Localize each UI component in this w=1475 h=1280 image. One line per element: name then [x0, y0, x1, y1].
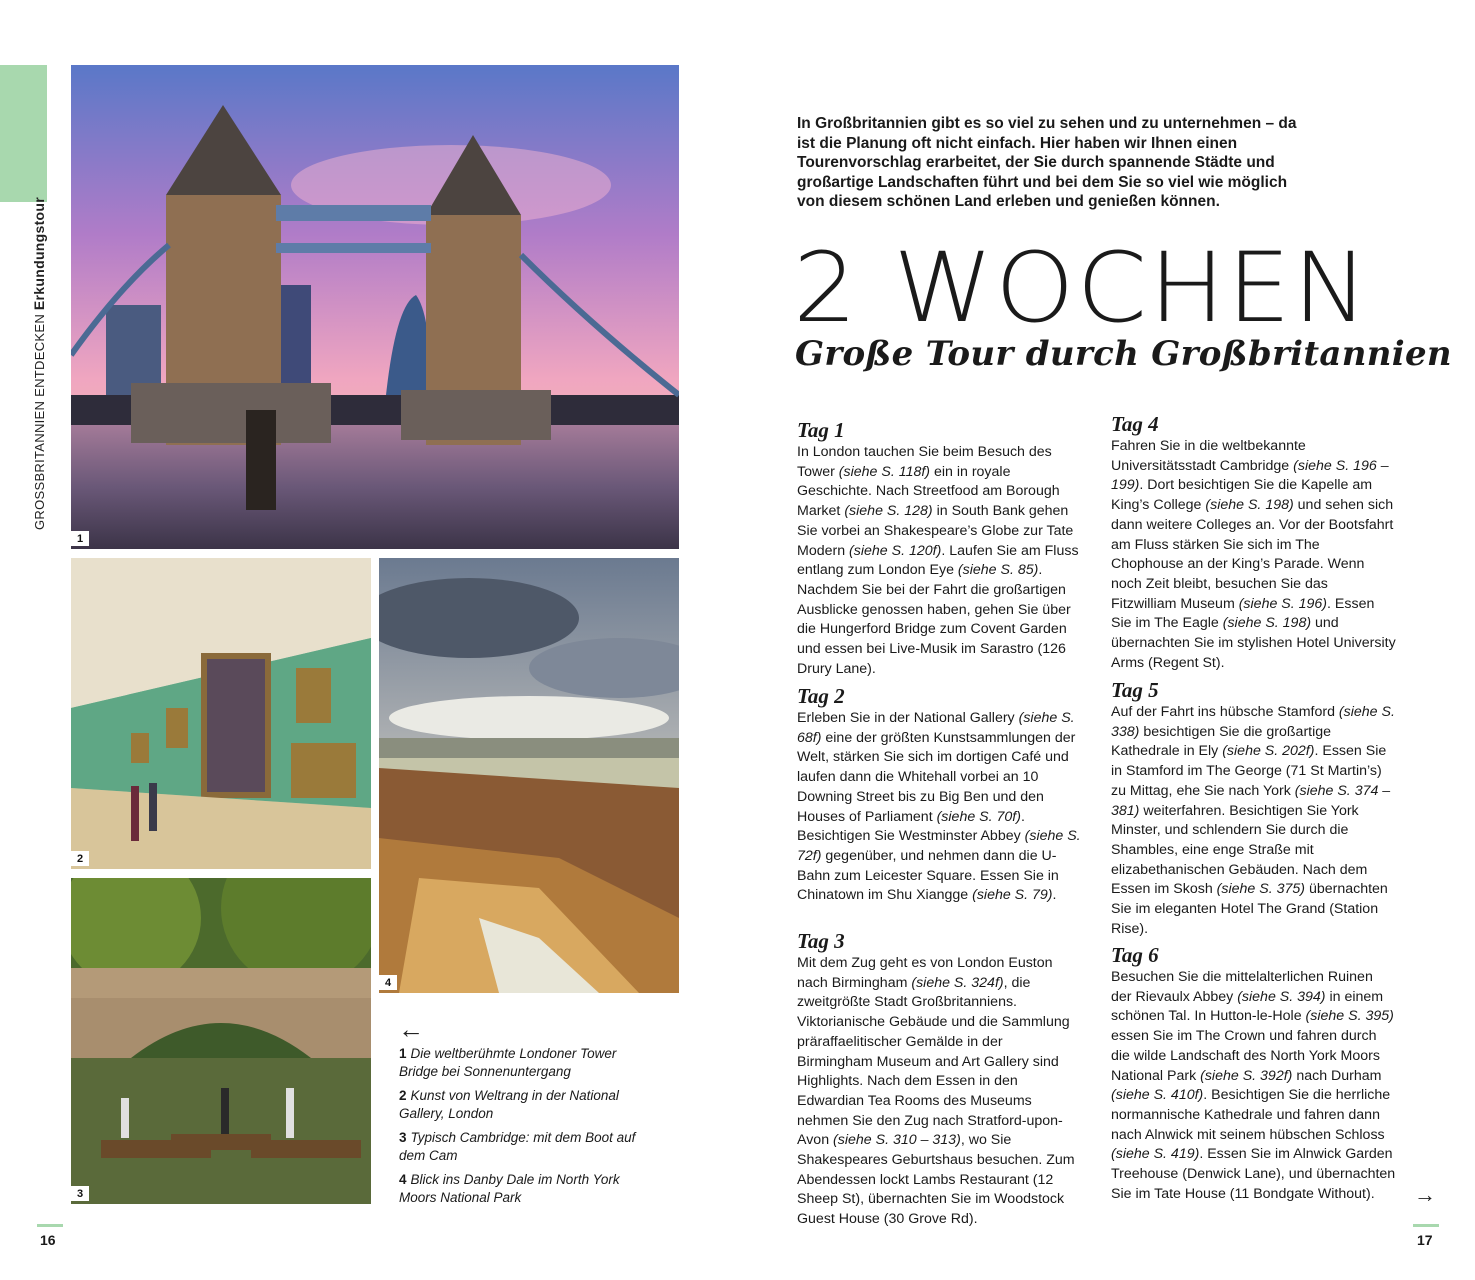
day-text: Auf der Fahrt ins hübsche Stamford (siehe S. 338) besichtigen Sie die großartige Kathedrale in Ely (siehe S. 202f). Essen Sie in Stamford im The George (71 St Martin’s) zu Mittag, ehe Sie nach York (siehe S. 374 – 381) weiterfahren. Besichtigen Sie York Minster, und schlendern Sie durch die Shambles, eine enge Straße mit elizabethanischen Gebäuden. Nach dem Essen im Skosh (siehe S. 375) übernachten Sie im eleganten Hotel The Grand (Station Rise). [1111, 704, 1395, 937]
day-text: In London tauchen Sie beim Besuch des Tower (siehe S. 118f) ein in royale Geschichte. Nach Streetfood am Borough Market (siehe S. 128) in South Bank gehen Sie vorbei an Shakespeare’s Globe zur Tate Modern (siehe S. 120f). Laufen Sie am Fluss entlang zum London Eye (siehe S. 85). Nachdem Sie bei der Fahrt die großartigen Ausblicke genossen haben, gehen Sie über die Hungerford Bridge zum Covent Garden und essen bei Live-Musik im Sarastro (126 Drury Lane). [797, 444, 1079, 677]
day-title: Tag 5 [1111, 678, 1159, 702]
caption: 4 Blick ins Danby Dale im North York Moors National Park [399, 1172, 620, 1205]
national-gallery-photo [71, 558, 371, 869]
photo-captions [399, 1045, 649, 1213]
photo-number: 1 [71, 531, 89, 546]
day-title: Tag 3 [797, 929, 845, 953]
caption: 3 Typisch Cambridge: mit dem Boot auf dem Cam [399, 1130, 636, 1163]
photo-number: 3 [71, 1186, 89, 1201]
caption: 1 Die weltberühmte Londoner Tower Bridge bei Sonnenuntergang [399, 1046, 617, 1079]
photo-number: 2 [71, 851, 89, 866]
page-rule-right [1413, 1224, 1439, 1227]
section-label: GROSSBRITANNIEN ENTDECKEN Erkundungstour [31, 196, 47, 530]
day-text: Besuchen Sie die mittelalterlichen Ruinen der Rievaulx Abbey (siehe S. 394) in einem schönen Tal. In Hutton-le-Hole (siehe S. 395) essen Sie im The Crown und fahren durch die wilde Landschaft des North York Moors National Park (siehe S. 392f) nach Durham (siehe S. 410f). Besichtigen Sie die herrliche normannische Kathedrale und fahren dann nach Alnwick mit seinem hübschen Schloss (siehe S. 419). Essen Sie im Alnwick Garden Treehouse (Denwick Lane), und übernachten Sie im Tate House (11 Bondgate Without). [1111, 969, 1396, 1202]
tower-bridge-photo [71, 65, 679, 549]
day-title: Tag 1 [797, 418, 845, 442]
page-number-right: 17 [1417, 1232, 1433, 1248]
caption: 2 Kunst von Weltrang in der National Gallery, London [399, 1088, 619, 1121]
day-block [1111, 943, 1396, 1204]
day-title: Tag 2 [797, 684, 845, 708]
day-title: Tag 6 [1111, 943, 1159, 967]
day-text: Erleben Sie in der National Gallery (siehe S. 68f) eine der größten Kunstsammlungen der Welt, stärken Sie sich im dortigen Café und laufen dann die Whitehall vorbei an 10 Downing Street bis zu Big Ben und den Houses of Parliament (siehe S. 70f). Besichtigen Sie Westminster Abbey (siehe S. 72f) gegenüber, und nehmen dann die U-Bahn zum Leicester Square. Essen Sie in Chinatown im Shu Xiangge (siehe S. 79). [797, 710, 1081, 904]
intro-text: In Großbritannien gibt es so viel zu sehen und zu unternehmen – da ist die Planung oft nicht einfach. Hier haben wir Ihnen einen Tourenvorschlag erarbeitet, der Sie durch spannende Städte und großartige Landschaften führt und bei dem Sie so viel wie möglich von diesem schönen Land erleben und genießen können. [797, 115, 1297, 210]
page-number-left: 16 [40, 1232, 56, 1248]
arrow-left-icon[interactable]: ← [398, 1014, 424, 1044]
page-rule-left [37, 1224, 63, 1227]
day-block [1111, 412, 1396, 673]
day-title: Tag 4 [1111, 412, 1159, 436]
subtitle: Große Tour durch Großbritannien [795, 334, 1452, 374]
section-tab [0, 65, 47, 202]
photo-number: 4 [379, 975, 397, 990]
day-block [797, 418, 1082, 679]
day-text: Fahren Sie in die weltbekannte Universitätsstadt Cambridge (siehe S. 196 –199). Dort besichtigen Sie die Kapelle am King’s College (siehe S. 198) und sehen sich dann weitere Colleges an. Vor der Bootsfahrt am Fluss stärken Sie sich im The Chophouse an der King’s Parade. Wenn noch Zeit bleibt, besuchen Sie das Fitzwilliam Museum (siehe S. 196). Essen Sie im The Eagle (siehe S. 198) und übernachten Sie im stylishen Hotel University Arms (Regent St). [1111, 438, 1396, 671]
day-block [797, 684, 1082, 906]
danby-dale-photo [379, 558, 679, 993]
day-block [797, 929, 1082, 1230]
day-block [1111, 678, 1396, 939]
day-text: Mit dem Zug geht es von London Euston nach Birmingham (siehe S. 324f), die zweitgrößte Stadt Großbritanniens. Viktorianische Gebäude und die Sammlung präraffaelitischer Gemälde in der Birmingham Museum and Art Gallery sind Highlights. Nach dem Essen in den Edwardian Tea Rooms des Museums nehmen Sie den Zug nach Stratford-upon-Avon (siehe S. 310 – 313), wo Sie Shakespeares Geburtshaus besuchen. Zum Abendessen lockt Lambs Restaurant (12 Sheep St), übernachten Sie im Woodstock Guest House (30 Grove Rd). [797, 955, 1075, 1228]
cambridge-punting-photo [71, 878, 371, 1204]
headline: 2 WOCHEN [793, 232, 1371, 344]
arrow-right-icon[interactable]: → [1414, 1182, 1436, 1207]
